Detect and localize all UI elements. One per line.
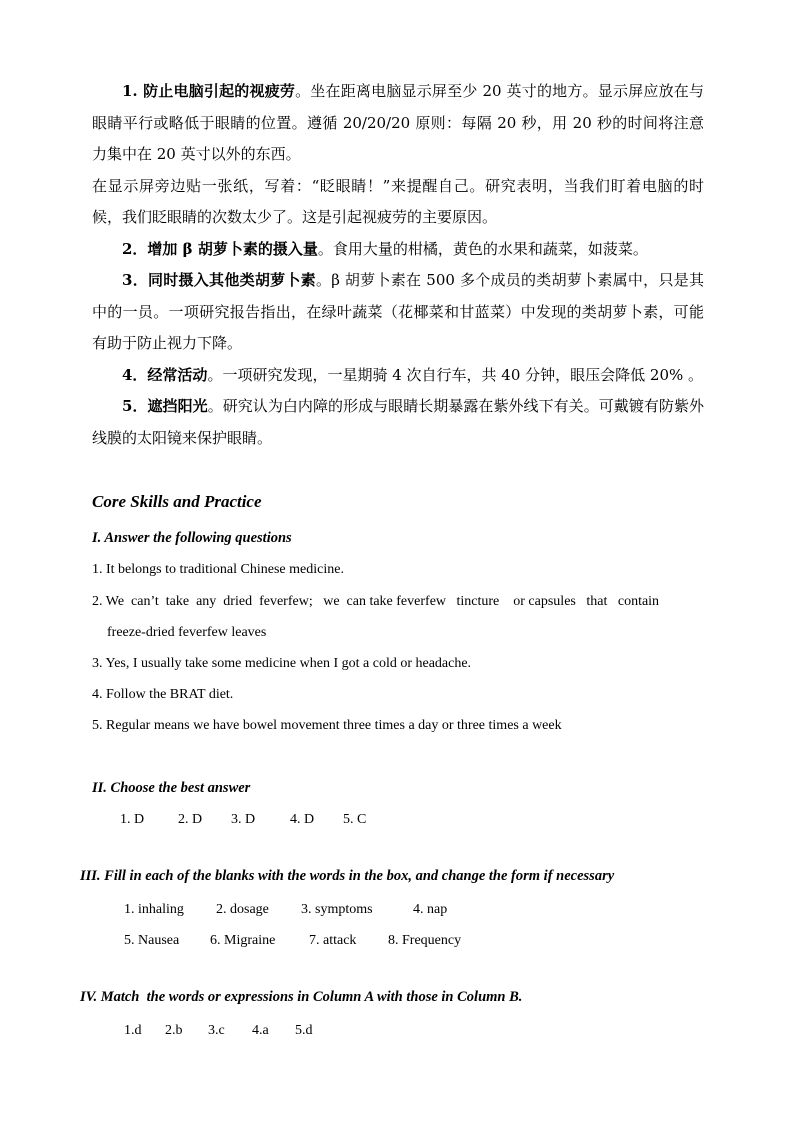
s3-answer: 1. inhaling (124, 902, 184, 917)
tip-2-heading: 2．增加 β 胡萝卜素的摄入量 (122, 239, 318, 258)
s3-answer: 7. attack (309, 933, 357, 948)
s2-answer: 3. D (231, 812, 256, 827)
s2-answer: 1. D (120, 812, 145, 827)
s1-answer-3: 3. Yes, I usually take some medicine when I got a cold or headache. (92, 656, 472, 671)
s2-answers-row (120, 812, 366, 828)
s4-answer: 1.d (124, 1023, 142, 1038)
chinese-tips-section (92, 76, 704, 454)
tip-1-text: 。坐在距离电脑显示屏至少 20 英寸的地方。显示屏应放在与眼睛平行或略低于眼睛的位置。遵循 20/20/20 原则：每隔 20 秒，用 20 秒的时间将注意力集中在 20 英寸以外的东西。 (92, 82, 704, 163)
s4-answers-row (124, 1023, 313, 1039)
s3-answer: 4. nap (413, 902, 448, 917)
section-3-title: III. Fill in each of the blanks with the words in the box, and change the form if necessary (80, 868, 615, 884)
s1-answer-2: 2. We can’t take any dried feverfew; we can take feverfew tincture or capsules that contain (92, 594, 660, 609)
tip-5-text: 。研究认为白内障的形成与眼睛长期暴露在紫外线下有关。可戴镀有防紫外线膜的太阳镜来保护眼睛。 (92, 397, 704, 447)
s1-answer-4: 4. Follow the BRAT diet. (92, 687, 234, 702)
s1-answer-5: 5. Regular means we have bowel movement three times a day or three times a week (92, 718, 562, 733)
tip-4-text: 。一项研究发现，一星期骑 4 次自行车，共 40 分钟，眼压会降低 20% 。 (207, 365, 704, 384)
s2-answer: 4. D (290, 812, 315, 827)
s3-answer: 5. Nausea (124, 933, 180, 948)
s1-answer-2-cont: freeze-dried feverfew leaves (107, 625, 267, 640)
s2-answer: 5. C (343, 812, 367, 827)
tip-3-text: 。β 胡萝卜素在 500 多个成员的类胡萝卜素属中，只是其中的一员。一项研究报告指出，在绿叶蔬菜（花椰菜和甘蓝菜）中发现的类胡萝卜素，可能有助于防止视力下降。 (92, 271, 704, 352)
section-1-title: I. Answer the following questions (92, 530, 292, 546)
s4-answer: 2.b (165, 1023, 183, 1038)
section-4-title: IV. Match the words or expressions in Column A with those in Column B. (80, 989, 523, 1005)
s3-answer: 8. Frequency (388, 933, 462, 948)
s4-answer: 3.c (208, 1023, 225, 1038)
s3-answers-row-2 (124, 933, 461, 949)
s4-answer: 5.d (295, 1023, 313, 1038)
tip-5-heading: 5．遮挡阳光 (122, 397, 208, 415)
tip-2-text: 。食用大量的柑橘，黄色的水果和蔬菜，如菠菜。 (317, 239, 648, 258)
core-skills-heading: Core Skills and Practice (92, 492, 262, 511)
s3-answer: 2. dosage (216, 902, 269, 917)
s2-answer: 2. D (178, 812, 203, 827)
tip-1-heading: 1. 防止电脑引起的视疲劳 (122, 82, 296, 100)
tip-4-heading: 4．经常活动 (122, 365, 208, 384)
tip-2-paragraph (92, 234, 704, 266)
tip-3-heading: 3．同时摄入其他类胡萝卜素 (122, 271, 316, 289)
section-2-title: II. Choose the best answer (92, 780, 251, 796)
s3-answer: 6. Migraine (210, 933, 276, 948)
tip-5-paragraph (92, 391, 704, 454)
s3-answers-row-1 (124, 902, 447, 918)
tip-1b-paragraph: 在显示屏旁边贴一张纸，写着：“眨眼睛！”来提醒自己。研究表明，当我们盯着电脑的时候，我们眨眼睛的次数太少了。这是引起视疲劳的主要原因。 (92, 176, 704, 226)
tip-1-paragraph (92, 76, 704, 171)
tip-3-paragraph (92, 265, 704, 360)
tip-4-paragraph (92, 360, 704, 392)
s3-answer: 3. symptoms (301, 902, 373, 917)
s4-answer: 4.a (252, 1023, 269, 1038)
s1-answer-1: 1. It belongs to traditional Chinese medicine. (92, 562, 344, 577)
